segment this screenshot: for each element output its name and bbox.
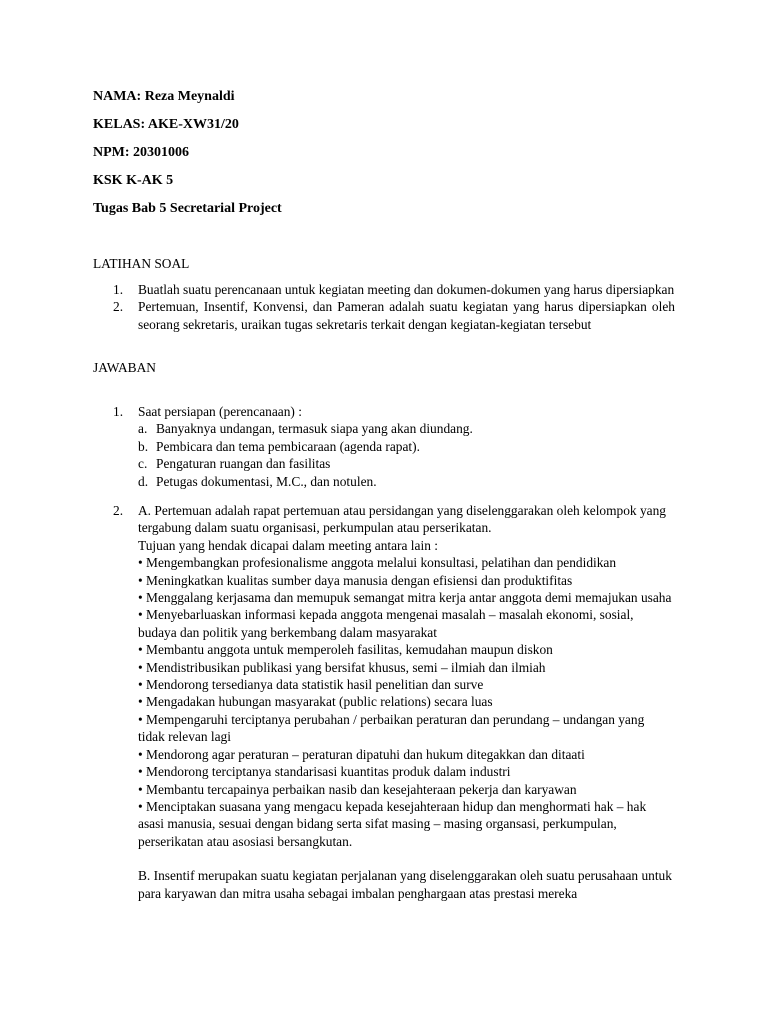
sub-label: a. [138, 421, 148, 437]
question-number: 2. [113, 299, 124, 315]
assignment-title: Tugas Bab 5 Secretarial Project [93, 201, 282, 216]
answer-1-sub-item [138, 420, 698, 437]
question-item [93, 298, 675, 333]
bullet-item: • Mengadakan hubungan masyarakat (public relations) secara luas [138, 694, 493, 710]
sub-text: Pembicara dan tema pembicaraan (agenda rapat). [156, 438, 420, 454]
answer-1-intro: Saat persiapan (perencanaan) : [138, 404, 302, 419]
answer-2b-intro: B. Insentif merupakan suatu kegiatan perjalanan yang diselenggarakan oleh suatu perusahaan untuk para karyawan dan mitra usaha sebagai imbalan penghargaan atas prestasi mereka [138, 868, 672, 901]
sub-label: d. [138, 473, 149, 489]
student-class: KELAS: AKE-XW31/20 [93, 117, 239, 132]
bullet-item: • Mempengaruhi terciptanya perubahan / perbaikan peraturan dan perundang – undangan yang tidak relevan lagi [138, 711, 645, 745]
student-name: NAMA: Reza Meynaldi [93, 89, 235, 104]
answer-2-tujuan: Tujuan yang hendak dicapai dalam meeting antara lain : [138, 537, 438, 553]
answer-1-sub-item [138, 438, 698, 455]
answer-number: 2. [113, 503, 124, 518]
answer-2-body [138, 502, 674, 902]
sub-text: Petugas dokumentasi, M.C., dan notulen. [156, 473, 377, 489]
bullet-item: • Mendistribusikan publikasi yang bersifat khusus, semi – ilmiah dan ilmiah [138, 659, 546, 675]
bullet-item: • Menciptakan suasana yang mengacu kepada kesejahteraan hidup dan menghormati hak – hak asasi manusia, sesuai dengan bidang serta sifat masing – masing organsasi, perkumpulan, perserikatan atau asosiasi bersangkutan. [138, 798, 647, 849]
bullet-item: • Mengembangkan profesionalisme anggota melalui konsultasi, pelatihan dan pendidikan [138, 555, 617, 571]
question-number: 1. [113, 282, 124, 297]
bullet-item: • Mendorong agar peraturan – peraturan dipatuhi dan hukum ditegakkan dan ditaati [138, 746, 585, 762]
answer-1-sub-item [138, 473, 698, 490]
bullet-item: • Membantu anggota untuk memperoleh fasilitas, kemudahan maupun diskon [138, 642, 553, 658]
bullet-item: • Membantu tercapainya perbaikan nasib dan kesejahteraan pekerja dan karyawan [138, 781, 577, 797]
sub-label: c. [138, 456, 148, 472]
answer-number: 1. [113, 404, 124, 419]
question-text: Buatlah suatu perencanaan untuk kegiatan meeting dan dokumen-dokumen yang harus dipersiapkan [138, 282, 675, 297]
question-text: Pertemuan, Insentif, Konvensi, dan Pameran adalah suatu kegiatan yang harus dipersiapkan oleh seorang sekretaris, uraikan tugas sekretaris terkait dengan kegiatan-kegiatan tersebut [138, 299, 675, 332]
answer-1-sub-item [138, 455, 698, 472]
answer-1-body [138, 403, 698, 490]
latihan-heading: LATIHAN SOAL [93, 256, 190, 271]
question-list [93, 281, 675, 333]
jawaban-heading: JAWABAN [93, 360, 156, 375]
course-code: KSK K-AK 5 [93, 173, 174, 188]
question-item [93, 281, 675, 298]
bullet-item: • Meningkatkan kualitas sumber daya manusia dengan efisiensi dan produktifitas [138, 572, 573, 588]
student-npm: NPM: 20301006 [93, 145, 190, 160]
bullet-item: • Menggalang kerjasama dan memupuk semangat mitra kerja antar anggota demi memajukan usaha [138, 590, 672, 606]
sub-text: Banyaknya undangan, termasuk siapa yang akan diundang. [156, 421, 473, 437]
answer-2a-intro: A. Pertemuan adalah rapat pertemuan atau persidangan yang diselenggarakan oleh kelompok yang tergabung dalam suatu organisasi, perkumpulan atau perserikatan. [138, 503, 666, 536]
bullet-item: • Mendorong terciptanya standarisasi kuantitas produk dalam industri [138, 764, 511, 780]
bullet-item: • Menyebarluaskan informasi kepada anggota mengenai masalah – masalah ekonomi, sosial, budaya dan politik yang berkembang dalam masyarakat [138, 607, 634, 640]
sub-text: Pengaturan ruangan dan fasilitas [156, 456, 331, 472]
sub-label: b. [138, 438, 149, 454]
bullet-item: • Mendorong tersedianya data statistik hasil penelitian dan surve [138, 677, 484, 693]
